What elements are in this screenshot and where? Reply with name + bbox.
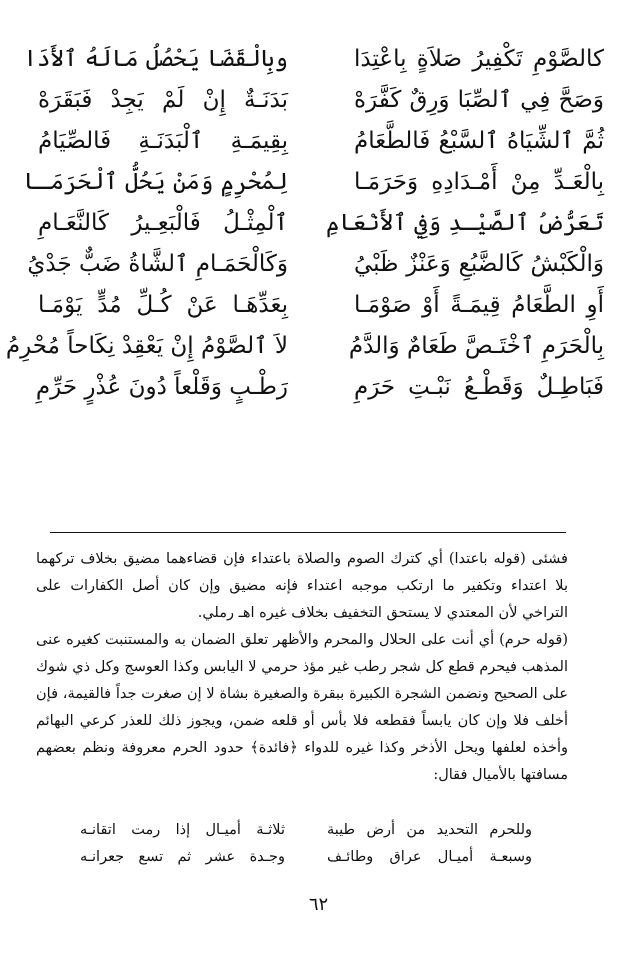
poem-block xyxy=(5,38,604,407)
verse-row xyxy=(38,202,604,243)
verse-right-hemistich: وَصَحَّ فِي ٱلصِّبَا وَرِقٌ كَفَّرَهْ xyxy=(354,86,604,113)
verse-row xyxy=(38,79,604,120)
verse-left-hemistich: بَدَنَـةٌ إِنْ لَمْ يَجِدْ فَبَقَرَهْ xyxy=(38,86,288,113)
verse-row xyxy=(23,38,604,79)
verse-row xyxy=(23,161,604,202)
footnote-line: المذهب فيحرم قطع كل شجر رطب غير مؤذ حرمي لا اليابس وكذا العوسج وكل ذي شوك xyxy=(36,659,568,675)
footnote-verse-left: ثلاثـة أميـال إذا رمت اتقانـه xyxy=(80,821,285,838)
verse-right-hemistich: ثُمَّ ٱلشِّيَاهُ ٱلسَّبْعُ فَالطَّعَامُ xyxy=(354,127,604,154)
verse-right-hemistich: وَالْكَبْشُ كَالضَّبُعِ وَعَنْزٌ ظَبْيُ xyxy=(354,250,604,277)
verse-left-hemistich: رَطْـبٍ وَقَلْعاً دُونَ عُذْرٍ حَرِّمِ xyxy=(35,373,288,400)
verse-left-hemistich: بِقِيمَـةِ ٱلْبَدَنَـةِ فَالصِّيَامُ xyxy=(38,127,288,154)
footnote-verse-right: وسبعـة أميـال عراق وطائـف xyxy=(327,848,532,865)
verse-left-hemistich: لاَ ٱلصَّوْمُ إِنْ يَعْقِدْ نِكَاحاً مُحْرِمُ xyxy=(5,332,288,359)
footnote-line: أخلف فلا وإن كان يابساً فقطعه فلا بأس أو قلعه ضمن، ويجوز ذلك للعذر كرعي البهائم xyxy=(36,713,568,729)
verse-left-hemistich: ٱلْمِثْـلُ فَالْبَعِـيرُ كَالنَّعَـامِ xyxy=(38,209,288,236)
verse-right-hemistich: أَوِ الطَّعَامُ قِيمَـةً أَوْ صَوْمَـا xyxy=(354,291,604,318)
page-number: ٦٢ xyxy=(308,894,329,915)
footnote-verse-row xyxy=(80,843,532,870)
footnote-verse-row xyxy=(80,816,532,843)
verse-right-hemistich: فَبَاطِـلٌ وَقَطْـعُ نَبْـتِ حَرَمِ xyxy=(354,373,604,400)
footnote-verse-right: وللحرم التحديد من أرض طيبة xyxy=(327,821,532,838)
verse-left-hemistich: وبِالْقَضَا يَحْصُلُ مَالَهُ ٱلأَدَا xyxy=(23,45,288,72)
footnotes-block xyxy=(36,546,568,789)
footnote-line: وأخذه لعلفها ويحل الأذخر وكذا غيره للدواء ﴿فائدة﴾ حدود الحرم معروفة ونظم بعضهم xyxy=(36,740,568,756)
verse-right-hemistich: كالصَّوْمِ تَكْفِيرُ صَلاَةٍ بِاعْتِدَا xyxy=(354,45,604,72)
verse-right-hemistich: بِالْحَرَمِ ٱخْتَـصَّ طَعَامٌ وَالدَّمُ xyxy=(348,332,604,359)
footnote-line: (قوله حرم) أي أنت على الحلال والمحرم والأظهر تعلق الضمان به والمستنبت كغيره عنى xyxy=(36,632,568,648)
verse-left-hemistich: بِعَدِّهَـا عَنْ كُـلِّ مُدٍّ يَوْمَـا xyxy=(38,291,288,318)
verse-left-hemistich: لِمُحْرِمٍ وَمَنْ يَحُلُّ ٱلْحَرَمَـا xyxy=(23,168,288,195)
footnote-line: مسافتها بالأميال فقال: xyxy=(433,767,568,783)
verse-left-hemistich: وَكَالْحَمَـامِ ٱلشَّاةُ ضَبٌّ جَدْيُ xyxy=(27,250,288,277)
footnote-divider xyxy=(50,532,566,533)
verse-row xyxy=(38,284,604,325)
footnote-line: التراخي لأن المعتدي لا يستحق التخفيف بخلاف غيره اهـ رملي. xyxy=(197,605,568,621)
verse-right-hemistich: بِالْعَـدِّ مِنْ أَمْـدَادِهِ وَحَرَمَـا xyxy=(354,168,604,195)
verse-row xyxy=(27,243,604,284)
footnote-line: على الصحيح ونضمن الشجرة الكبيرة ببقرة والصغيرة بشاة لا إن صغرت جداً فالقيمة، فإن xyxy=(36,686,568,702)
footnote-verse-left: وجـدة عشر ثم تسع جعرانـه xyxy=(80,848,285,865)
footnote-line: فشئى (قوله باعتدا) أي كترك الصوم والصلاة باعتداء فإن قضاءهما مضيق بخلاف تركهما xyxy=(36,551,568,567)
footnote-line: بلا اعتداء وتكفير ما ارتكب موجبه اعتداء فإنه مضيق وإن كان أصل الكفارات على xyxy=(36,578,568,594)
verse-row xyxy=(35,366,604,407)
verse-row xyxy=(5,325,604,366)
verse-row xyxy=(38,120,604,161)
footnote-poem xyxy=(80,816,532,870)
verse-right-hemistich: تَعَرُّضُ ٱلصَّيْـدِ وَفِي ٱلأَنْعَامِ xyxy=(326,209,604,236)
